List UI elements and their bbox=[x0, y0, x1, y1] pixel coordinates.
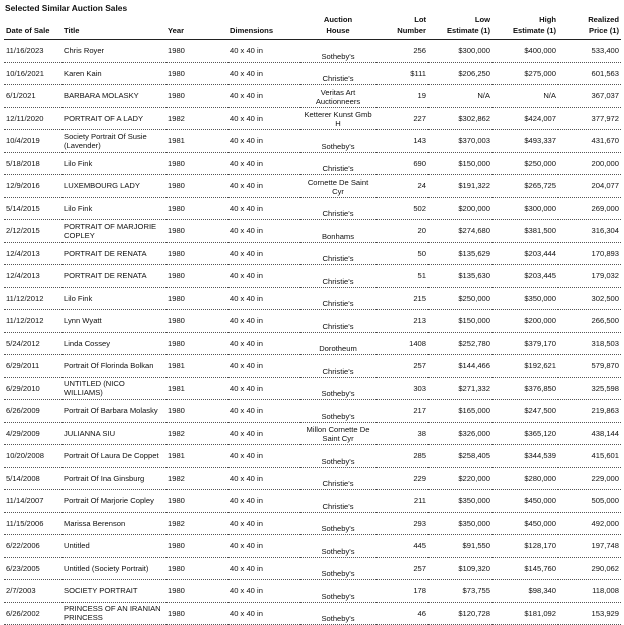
cell-title: Portrait Of Barbara Molasky bbox=[62, 400, 166, 423]
table-row bbox=[4, 265, 621, 288]
cell-date-of-sale: 6/23/2005 bbox=[4, 557, 62, 580]
cell-low-estimate: N/A bbox=[428, 85, 492, 108]
cell-realized-price: 179,032 bbox=[558, 265, 621, 288]
cell-date-of-sale: 11/15/2006 bbox=[4, 512, 62, 535]
cell-year: 1980 bbox=[166, 535, 228, 558]
cell-year: 1980 bbox=[166, 220, 228, 243]
cell-date-of-sale: 5/14/2008 bbox=[4, 467, 62, 490]
cell-lot-number: 285 bbox=[376, 445, 428, 468]
cell-high-estimate: $450,000 bbox=[492, 512, 558, 535]
cell-auction-house: Christie's bbox=[300, 62, 376, 85]
cell-lot-number: 257 bbox=[376, 355, 428, 378]
cell-low-estimate: $109,320 bbox=[428, 557, 492, 580]
cell-year: 1981 bbox=[166, 445, 228, 468]
cell-auction-house: Sotheby's bbox=[300, 40, 376, 63]
cell-year: 1981 bbox=[166, 377, 228, 400]
cell-auction-house: Christie's bbox=[300, 287, 376, 310]
cell-year: 1980 bbox=[166, 242, 228, 265]
cell-year: 1980 bbox=[166, 152, 228, 175]
cell-lot-number: 229 bbox=[376, 467, 428, 490]
header-realized-price: Realized Price (1) bbox=[558, 14, 621, 40]
cell-high-estimate: $203,444 bbox=[492, 242, 558, 265]
cell-date-of-sale: 6/29/2010 bbox=[4, 377, 62, 400]
cell-date-of-sale: 11/16/2023 bbox=[4, 40, 62, 63]
cell-auction-house: Christie's bbox=[300, 197, 376, 220]
cell-title: Marissa Berenson bbox=[62, 512, 166, 535]
cell-title: UNTITLED (NICO WILLIAMS) bbox=[62, 377, 166, 400]
cell-realized-price: 153,929 bbox=[558, 602, 621, 625]
cell-year: 1981 bbox=[166, 355, 228, 378]
cell-low-estimate: $206,250 bbox=[428, 62, 492, 85]
cell-year: 1980 bbox=[166, 265, 228, 288]
cell-high-estimate: $275,000 bbox=[492, 62, 558, 85]
cell-date-of-sale: 5/24/2012 bbox=[4, 332, 62, 355]
table-row bbox=[4, 602, 621, 625]
cell-lot-number: 690 bbox=[376, 152, 428, 175]
cell-realized-price: 438,144 bbox=[558, 422, 621, 445]
cell-realized-price: 170,893 bbox=[558, 242, 621, 265]
cell-low-estimate: $350,000 bbox=[428, 512, 492, 535]
header-lot-number: Lot Number bbox=[376, 14, 428, 40]
cell-dimensions: 40 x 40 in bbox=[228, 377, 300, 400]
cell-high-estimate: $98,340 bbox=[492, 580, 558, 603]
cell-high-estimate: $128,170 bbox=[492, 535, 558, 558]
cell-dimensions: 40 x 40 in bbox=[228, 220, 300, 243]
table-row bbox=[4, 152, 621, 175]
cell-low-estimate: $150,000 bbox=[428, 310, 492, 333]
cell-low-estimate: $350,000 bbox=[428, 490, 492, 513]
cell-realized-price: 367,037 bbox=[558, 85, 621, 108]
cell-auction-house: Dorotheum bbox=[300, 332, 376, 355]
cell-realized-price: 219,863 bbox=[558, 400, 621, 423]
cell-date-of-sale: 2/7/2003 bbox=[4, 580, 62, 603]
cell-auction-house: Christie's bbox=[300, 242, 376, 265]
table-row bbox=[4, 490, 621, 513]
cell-title: SOCIETY PORTRAIT bbox=[62, 580, 166, 603]
cell-auction-house: Sotheby's bbox=[300, 400, 376, 423]
cell-high-estimate: $145,760 bbox=[492, 557, 558, 580]
cell-date-of-sale: 6/26/2002 bbox=[4, 602, 62, 625]
cell-lot-number: 24 bbox=[376, 175, 428, 198]
cell-lot-number: 211 bbox=[376, 490, 428, 513]
cell-realized-price: 118,008 bbox=[558, 580, 621, 603]
cell-high-estimate: $424,007 bbox=[492, 107, 558, 130]
cell-lot-number: 143 bbox=[376, 130, 428, 153]
cell-high-estimate: $265,725 bbox=[492, 175, 558, 198]
cell-dimensions: 40 x 40 in bbox=[228, 40, 300, 63]
table-row bbox=[4, 220, 621, 243]
cell-dimensions: 40 x 40 in bbox=[228, 107, 300, 130]
cell-date-of-sale: 12/4/2013 bbox=[4, 242, 62, 265]
table-row bbox=[4, 467, 621, 490]
cell-date-of-sale: 5/14/2015 bbox=[4, 197, 62, 220]
cell-year: 1980 bbox=[166, 602, 228, 625]
table-row bbox=[4, 445, 621, 468]
table-row bbox=[4, 580, 621, 603]
cell-lot-number: 20 bbox=[376, 220, 428, 243]
cell-realized-price: 197,748 bbox=[558, 535, 621, 558]
cell-low-estimate: $252,780 bbox=[428, 332, 492, 355]
cell-auction-house: Christie's bbox=[300, 152, 376, 175]
cell-title: Lilo Fink bbox=[62, 287, 166, 310]
cell-title: PORTRAIT DE RENATA bbox=[62, 265, 166, 288]
cell-high-estimate: $200,000 bbox=[492, 310, 558, 333]
cell-year: 1982 bbox=[166, 422, 228, 445]
table-row bbox=[4, 355, 621, 378]
cell-lot-number: 1408 bbox=[376, 332, 428, 355]
cell-year: 1980 bbox=[166, 197, 228, 220]
cell-low-estimate: $73,755 bbox=[428, 580, 492, 603]
cell-auction-house: Christie's bbox=[300, 467, 376, 490]
cell-dimensions: 40 x 40 in bbox=[228, 332, 300, 355]
cell-dimensions: 40 x 40 in bbox=[228, 152, 300, 175]
cell-lot-number: 50 bbox=[376, 242, 428, 265]
cell-low-estimate: $200,000 bbox=[428, 197, 492, 220]
cell-realized-price: 302,500 bbox=[558, 287, 621, 310]
cell-year: 1980 bbox=[166, 490, 228, 513]
cell-auction-house: Ketterer Kunst Gmb H bbox=[300, 107, 376, 130]
cell-date-of-sale: 12/11/2020 bbox=[4, 107, 62, 130]
cell-dimensions: 40 x 40 in bbox=[228, 422, 300, 445]
cell-title: JULIANNA SIU bbox=[62, 422, 166, 445]
cell-auction-house: Sotheby's bbox=[300, 580, 376, 603]
cell-high-estimate: $192,621 bbox=[492, 355, 558, 378]
cell-high-estimate: $350,000 bbox=[492, 287, 558, 310]
cell-year: 1982 bbox=[166, 467, 228, 490]
cell-high-estimate: $280,000 bbox=[492, 467, 558, 490]
cell-lot-number: 215 bbox=[376, 287, 428, 310]
cell-title: PORTRAIT OF A LADY bbox=[62, 107, 166, 130]
cell-high-estimate: $376,850 bbox=[492, 377, 558, 400]
cell-realized-price: 431,670 bbox=[558, 130, 621, 153]
header-title: Title bbox=[62, 14, 166, 40]
cell-dimensions: 40 x 40 in bbox=[228, 467, 300, 490]
cell-high-estimate: $450,000 bbox=[492, 490, 558, 513]
cell-date-of-sale: 12/9/2016 bbox=[4, 175, 62, 198]
cell-low-estimate: $370,003 bbox=[428, 130, 492, 153]
cell-high-estimate: $203,445 bbox=[492, 265, 558, 288]
cell-low-estimate: $91,550 bbox=[428, 535, 492, 558]
cell-title: Untitled bbox=[62, 535, 166, 558]
cell-dimensions: 40 x 40 in bbox=[228, 580, 300, 603]
cell-date-of-sale: 6/1/2021 bbox=[4, 85, 62, 108]
cell-date-of-sale: 6/22/2006 bbox=[4, 535, 62, 558]
cell-auction-house: Bonhams bbox=[300, 220, 376, 243]
cell-realized-price: 325,598 bbox=[558, 377, 621, 400]
cell-date-of-sale: 5/18/2018 bbox=[4, 152, 62, 175]
table-row bbox=[4, 512, 621, 535]
header-year: Year bbox=[166, 14, 228, 40]
cell-auction-house: Sotheby's bbox=[300, 602, 376, 625]
cell-auction-house: Christie's bbox=[300, 490, 376, 513]
table-row bbox=[4, 400, 621, 423]
header-date-of-sale: Date of Sale bbox=[4, 14, 62, 40]
cell-title: LUXEMBOURG LADY bbox=[62, 175, 166, 198]
cell-year: 1980 bbox=[166, 310, 228, 333]
cell-lot-number: 217 bbox=[376, 400, 428, 423]
cell-low-estimate: $302,862 bbox=[428, 107, 492, 130]
cell-dimensions: 40 x 40 in bbox=[228, 490, 300, 513]
cell-title: Portrait Of Laura De Coppet bbox=[62, 445, 166, 468]
cell-date-of-sale: 2/12/2015 bbox=[4, 220, 62, 243]
cell-year: 1980 bbox=[166, 557, 228, 580]
cell-auction-house: Sotheby's bbox=[300, 535, 376, 558]
cell-date-of-sale: 6/26/2009 bbox=[4, 400, 62, 423]
cell-dimensions: 40 x 40 in bbox=[228, 355, 300, 378]
cell-year: 1980 bbox=[166, 62, 228, 85]
cell-title: Untitled (Society Portrait) bbox=[62, 557, 166, 580]
cell-lot-number: 213 bbox=[376, 310, 428, 333]
cell-title: Society Portrait Of Susie (Lavender) bbox=[62, 130, 166, 153]
cell-title: PRINCESS OF AN IRANIAN PRINCESS bbox=[62, 602, 166, 625]
cell-date-of-sale: 12/4/2013 bbox=[4, 265, 62, 288]
cell-dimensions: 40 x 40 in bbox=[228, 512, 300, 535]
cell-lot-number: 38 bbox=[376, 422, 428, 445]
cell-realized-price: 533,400 bbox=[558, 40, 621, 63]
cell-realized-price: 415,601 bbox=[558, 445, 621, 468]
cell-title: Chris Royer bbox=[62, 40, 166, 63]
cell-realized-price: 266,500 bbox=[558, 310, 621, 333]
cell-lot-number: 178 bbox=[376, 580, 428, 603]
cell-realized-price: 204,077 bbox=[558, 175, 621, 198]
cell-realized-price: 229,000 bbox=[558, 467, 621, 490]
cell-title: BARBARA MOLASKY bbox=[62, 85, 166, 108]
cell-date-of-sale: 10/4/2019 bbox=[4, 130, 62, 153]
cell-title: PORTRAIT DE RENATA bbox=[62, 242, 166, 265]
cell-auction-house: Sotheby's bbox=[300, 557, 376, 580]
cell-dimensions: 40 x 40 in bbox=[228, 85, 300, 108]
cell-low-estimate: $274,680 bbox=[428, 220, 492, 243]
table-row bbox=[4, 377, 621, 400]
cell-date-of-sale: 10/20/2008 bbox=[4, 445, 62, 468]
cell-low-estimate: $326,000 bbox=[428, 422, 492, 445]
cell-dimensions: 40 x 40 in bbox=[228, 175, 300, 198]
cell-realized-price: 579,870 bbox=[558, 355, 621, 378]
cell-high-estimate: $181,092 bbox=[492, 602, 558, 625]
cell-high-estimate: $379,170 bbox=[492, 332, 558, 355]
table-row bbox=[4, 130, 621, 153]
cell-realized-price: 200,000 bbox=[558, 152, 621, 175]
cell-dimensions: 40 x 40 in bbox=[228, 287, 300, 310]
cell-title: Portrait Of Marjorie Copley bbox=[62, 490, 166, 513]
cell-high-estimate: $247,500 bbox=[492, 400, 558, 423]
cell-date-of-sale: 4/29/2009 bbox=[4, 422, 62, 445]
cell-dimensions: 40 x 40 in bbox=[228, 400, 300, 423]
table-row bbox=[4, 242, 621, 265]
cell-lot-number: 445 bbox=[376, 535, 428, 558]
cell-title: Portrait Of Ina Ginsburg bbox=[62, 467, 166, 490]
cell-auction-house: Sotheby's bbox=[300, 377, 376, 400]
cell-auction-house: Millon Cornette De Saint Cyr bbox=[300, 422, 376, 445]
header-low-estimate: Low Estimate (1) bbox=[428, 14, 492, 40]
cell-dimensions: 40 x 40 in bbox=[228, 557, 300, 580]
cell-lot-number: 51 bbox=[376, 265, 428, 288]
table-row bbox=[4, 287, 621, 310]
cell-lot-number: 293 bbox=[376, 512, 428, 535]
cell-low-estimate: $250,000 bbox=[428, 287, 492, 310]
cell-date-of-sale: 11/12/2012 bbox=[4, 287, 62, 310]
cell-title: Lynn Wyatt bbox=[62, 310, 166, 333]
cell-realized-price: 601,563 bbox=[558, 62, 621, 85]
table-row bbox=[4, 197, 621, 220]
cell-year: 1981 bbox=[166, 130, 228, 153]
table-row bbox=[4, 310, 621, 333]
cell-year: 1980 bbox=[166, 175, 228, 198]
cell-dimensions: 40 x 40 in bbox=[228, 602, 300, 625]
cell-dimensions: 40 x 40 in bbox=[228, 242, 300, 265]
table-row bbox=[4, 175, 621, 198]
cell-realized-price: 377,972 bbox=[558, 107, 621, 130]
cell-high-estimate: $365,120 bbox=[492, 422, 558, 445]
cell-auction-house: Sotheby's bbox=[300, 512, 376, 535]
table-row bbox=[4, 107, 621, 130]
cell-year: 1982 bbox=[166, 107, 228, 130]
cell-title: Portrait Of Florinda Bolkan bbox=[62, 355, 166, 378]
cell-lot-number: 46 bbox=[376, 602, 428, 625]
cell-realized-price: 505,000 bbox=[558, 490, 621, 513]
cell-dimensions: 40 x 40 in bbox=[228, 265, 300, 288]
cell-low-estimate: $144,466 bbox=[428, 355, 492, 378]
header-auction-house: Auction House bbox=[300, 14, 376, 40]
cell-auction-house: Sotheby's bbox=[300, 445, 376, 468]
cell-year: 1982 bbox=[166, 512, 228, 535]
auction-sales-table bbox=[4, 14, 621, 625]
table-row bbox=[4, 422, 621, 445]
cell-low-estimate: $258,405 bbox=[428, 445, 492, 468]
cell-lot-number: 257 bbox=[376, 557, 428, 580]
cell-date-of-sale: 11/14/2007 bbox=[4, 490, 62, 513]
table-title: Selected Similar Auction Sales bbox=[5, 3, 128, 13]
cell-realized-price: 290,062 bbox=[558, 557, 621, 580]
cell-high-estimate: $493,337 bbox=[492, 130, 558, 153]
cell-title: PORTRAIT OF MARJORIE COPLEY bbox=[62, 220, 166, 243]
cell-auction-house: Veritas Art Auctionneers bbox=[300, 85, 376, 108]
table-row bbox=[4, 557, 621, 580]
cell-auction-house: Christie's bbox=[300, 355, 376, 378]
cell-high-estimate: $300,000 bbox=[492, 197, 558, 220]
header-dimensions: Dimensions bbox=[228, 14, 300, 40]
table-row bbox=[4, 40, 621, 63]
table-row bbox=[4, 332, 621, 355]
cell-low-estimate: $300,000 bbox=[428, 40, 492, 63]
cell-low-estimate: $135,630 bbox=[428, 265, 492, 288]
cell-lot-number: 227 bbox=[376, 107, 428, 130]
cell-year: 1980 bbox=[166, 580, 228, 603]
cell-realized-price: 318,503 bbox=[558, 332, 621, 355]
cell-dimensions: 40 x 40 in bbox=[228, 197, 300, 220]
cell-auction-house: Christie's bbox=[300, 310, 376, 333]
cell-dimensions: 40 x 40 in bbox=[228, 130, 300, 153]
cell-low-estimate: $220,000 bbox=[428, 467, 492, 490]
cell-realized-price: 269,000 bbox=[558, 197, 621, 220]
cell-title: Linda Cossey bbox=[62, 332, 166, 355]
cell-lot-number: 256 bbox=[376, 40, 428, 63]
header-high-estimate: High Estimate (1) bbox=[492, 14, 558, 40]
cell-lot-number: 303 bbox=[376, 377, 428, 400]
cell-year: 1980 bbox=[166, 332, 228, 355]
cell-date-of-sale: 10/16/2021 bbox=[4, 62, 62, 85]
cell-auction-house: Christie's bbox=[300, 265, 376, 288]
cell-high-estimate: N/A bbox=[492, 85, 558, 108]
cell-low-estimate: $135,629 bbox=[428, 242, 492, 265]
cell-high-estimate: $400,000 bbox=[492, 40, 558, 63]
cell-high-estimate: $381,500 bbox=[492, 220, 558, 243]
cell-year: 1980 bbox=[166, 85, 228, 108]
cell-auction-house: Sotheby's bbox=[300, 130, 376, 153]
cell-dimensions: 40 x 40 in bbox=[228, 535, 300, 558]
cell-title: Lilo Fink bbox=[62, 197, 166, 220]
cell-auction-house: Cornette De Saint Cyr bbox=[300, 175, 376, 198]
cell-dimensions: 40 x 40 in bbox=[228, 445, 300, 468]
cell-date-of-sale: 6/29/2011 bbox=[4, 355, 62, 378]
table-row bbox=[4, 62, 621, 85]
cell-low-estimate: $191,322 bbox=[428, 175, 492, 198]
cell-low-estimate: $165,000 bbox=[428, 400, 492, 423]
cell-dimensions: 40 x 40 in bbox=[228, 310, 300, 333]
cell-date-of-sale: 11/12/2012 bbox=[4, 310, 62, 333]
cell-year: 1980 bbox=[166, 287, 228, 310]
table-row bbox=[4, 85, 621, 108]
cell-lot-number: 502 bbox=[376, 197, 428, 220]
cell-dimensions: 40 x 40 in bbox=[228, 62, 300, 85]
cell-lot-number: 19 bbox=[376, 85, 428, 108]
cell-realized-price: 492,000 bbox=[558, 512, 621, 535]
cell-realized-price: 316,304 bbox=[558, 220, 621, 243]
cell-title: Lilo Fink bbox=[62, 152, 166, 175]
cell-title: Karen Kain bbox=[62, 62, 166, 85]
cell-low-estimate: $271,332 bbox=[428, 377, 492, 400]
table-row bbox=[4, 535, 621, 558]
cell-low-estimate: $120,728 bbox=[428, 602, 492, 625]
cell-high-estimate: $344,539 bbox=[492, 445, 558, 468]
cell-lot-number: $111 bbox=[376, 62, 428, 85]
header-row bbox=[4, 14, 621, 40]
cell-year: 1980 bbox=[166, 40, 228, 63]
cell-low-estimate: $150,000 bbox=[428, 152, 492, 175]
cell-year: 1980 bbox=[166, 400, 228, 423]
cell-high-estimate: $250,000 bbox=[492, 152, 558, 175]
